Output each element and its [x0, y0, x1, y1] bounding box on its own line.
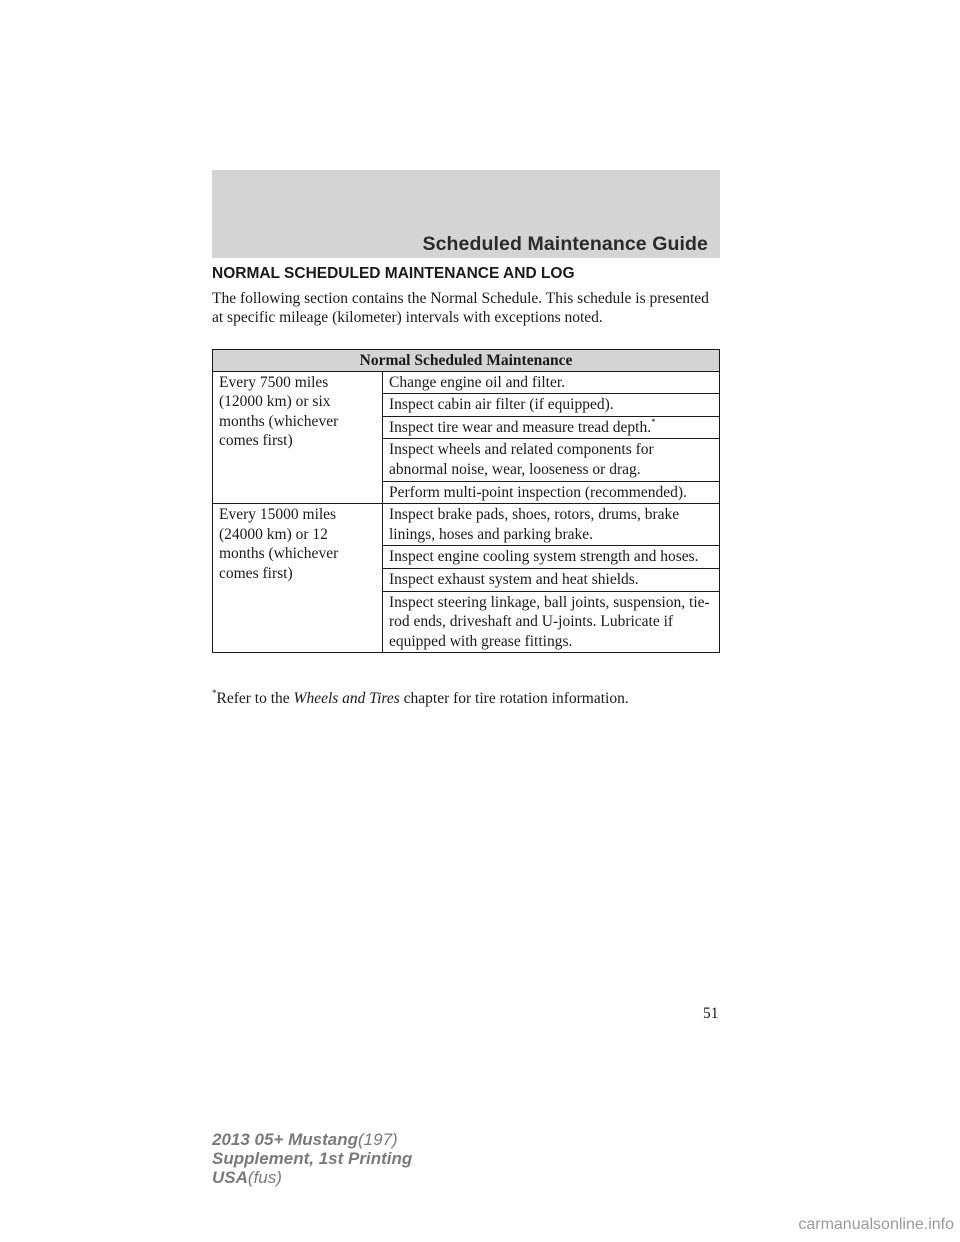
- task-cell: Inspect cabin air filter (if equipped).: [383, 394, 720, 417]
- model-code: (197): [358, 1130, 398, 1149]
- interval-cell: Every 15000 miles (24000 km) or 12 months (whichever comes first): [213, 504, 383, 653]
- maintenance-table: [212, 349, 720, 653]
- footnote: [212, 689, 732, 708]
- table-row: [213, 504, 720, 546]
- intro-paragraph: The following section contains the Normal Schedule. This schedule is presented at specific mileage (kilometer) intervals with exceptions noted.: [212, 290, 709, 326]
- watermark: carmanualsonline.info: [798, 1216, 954, 1233]
- printing-line-1: [212, 1130, 412, 1149]
- task-cell: Change engine oil and filter.: [383, 371, 720, 394]
- footnote-prefix: Refer to the: [216, 690, 290, 707]
- table-title: Normal Scheduled Maintenance: [213, 350, 720, 372]
- task-cell: Inspect engine cooling system strength and hoses.: [383, 546, 720, 569]
- model-name: 2013 05+ Mustang: [212, 1130, 358, 1149]
- footnote-marker: *: [212, 688, 217, 698]
- task-cell: Inspect exhaust system and heat shields.: [383, 568, 720, 591]
- interval-cell: Every 7500 miles (12000 km) or six months (whichever comes first): [213, 371, 383, 504]
- printing-info: [212, 1130, 412, 1187]
- table-row: [213, 371, 720, 394]
- printing-line-3: [212, 1168, 412, 1187]
- printing-line-2: Supplement, 1st Printing: [212, 1149, 413, 1168]
- task-cell: Inspect brake pads, shoes, rotors, drums, brake linings, hoses and parking brake.: [383, 504, 720, 546]
- section-heading: NORMAL SCHEDULED MAINTENANCE AND LOG: [212, 265, 575, 282]
- market-name: USA: [212, 1168, 248, 1187]
- task-cell: Perform multi-point inspection (recommended).: [383, 481, 720, 504]
- page-title: Scheduled Maintenance Guide: [422, 233, 708, 255]
- task-cell: Inspect wheels and related components for abnormal noise, wear, looseness or drag.: [383, 439, 720, 481]
- header-band: [212, 170, 720, 258]
- page-number: 51: [703, 1005, 719, 1022]
- footnote-marker: *: [651, 416, 656, 427]
- task-cell: Inspect steering linkage, ball joints, suspension, tie-rod ends, driveshaft and U-joints. Lubricate if equipped with grease fittings.: [383, 591, 720, 653]
- footnote-chapter-reference: Wheels and Tires: [293, 690, 400, 707]
- footnote-suffix: chapter for tire rotation information.: [403, 690, 629, 707]
- task-text: Inspect tire wear and measure tread depth.: [389, 418, 652, 436]
- market-code: (fus): [247, 1168, 282, 1187]
- task-cell-footnoted: [383, 416, 720, 439]
